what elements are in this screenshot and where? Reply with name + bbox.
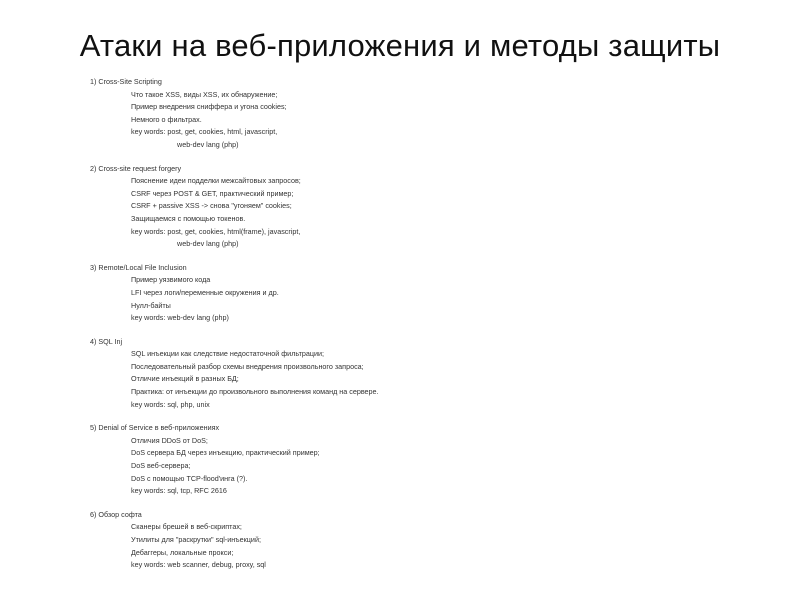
- keywords: key words: sql, tcp, RFC 2616: [131, 486, 227, 496]
- section-heading: 1) Cross-Site Scripting: [90, 77, 162, 86]
- section-dos: [90, 422, 770, 498]
- keywords: key words: web scanner, debug, proxy, sql: [131, 560, 266, 570]
- list-item: Что такое XSS, виды XSS, их обнаружение;: [131, 89, 278, 99]
- list-item: DoS сервера БД через инъекцию, практический пример;: [131, 448, 320, 458]
- list-item: Пояснение идеи подделки межсайтовых запросов;: [131, 176, 301, 186]
- section-sql-inj: [90, 336, 770, 412]
- list-item: DoS веб-сервера;: [131, 461, 191, 471]
- section-xss: [90, 76, 770, 152]
- outline: [90, 76, 770, 583]
- list-item: Защищаемся с помощью токенов.: [131, 213, 246, 223]
- section-csrf: [90, 163, 770, 251]
- keywords: key words: post, get, cookies, html, javascript,: [131, 127, 278, 137]
- list-item: Отличие инъекций в разных БД;: [131, 374, 239, 384]
- list-item: Практика: от инъекции до произвольного выполнения команд на сервере.: [131, 387, 379, 397]
- list-item: Немного о фильтрах.: [131, 114, 202, 124]
- list-item: Последовательный разбор схемы внедрения произвольного запроса;: [131, 361, 364, 371]
- section-heading: 4) SQL Inj: [90, 336, 123, 346]
- section-software-review: [90, 509, 770, 572]
- section-heading: 6) Обзор софта: [90, 509, 142, 519]
- keywords: key words: web-dev lang (php): [131, 313, 229, 323]
- section-heading: 2) Cross-site request forgery: [90, 163, 182, 173]
- list-item: SQL инъекции как следствие недостаточной фильтрации;: [131, 349, 325, 359]
- list-item: DoS с помощью TCP-flood'инга (?).: [131, 473, 248, 483]
- list-item: Нулл-байты: [131, 300, 171, 310]
- list-item: Пример внедрения сниффера и угона cookies;: [131, 102, 287, 112]
- list-item: Дебаггеры, локальные прокси;: [131, 547, 234, 557]
- list-item: LFI через логи/переменные окружения и др.: [131, 287, 279, 297]
- section-heading: 3) Remote/Local File Inclusion: [90, 262, 187, 272]
- keywords-continued: web-dev lang (php): [177, 239, 239, 249]
- keywords-continued: web-dev lang (php): [177, 139, 239, 149]
- list-item: CSRF через POST & GET, практический пример;: [131, 188, 294, 198]
- list-item: Пример уязвимого кода: [131, 275, 211, 285]
- section-file-inclusion: [90, 262, 770, 325]
- section-heading: 5) Denial of Service в веб-приложениях: [90, 423, 220, 433]
- list-item: Утилиты для "раскрутки" sql-инъекций;: [131, 535, 261, 544]
- keywords: key words: sql, php, unix: [131, 399, 210, 409]
- list-item: CSRF + passive XSS -> снова "угоняем" cookies;: [131, 201, 292, 211]
- page-title: Атаки на веб-приложения и методы защиты: [79, 28, 721, 63]
- keywords: key words: post, get, cookies, html(frame), javascript,: [131, 226, 301, 236]
- list-item: Сканеры брешей в веб-скриптах;: [131, 522, 242, 532]
- list-item: Отличия DDoS от DoS;: [131, 435, 208, 445]
